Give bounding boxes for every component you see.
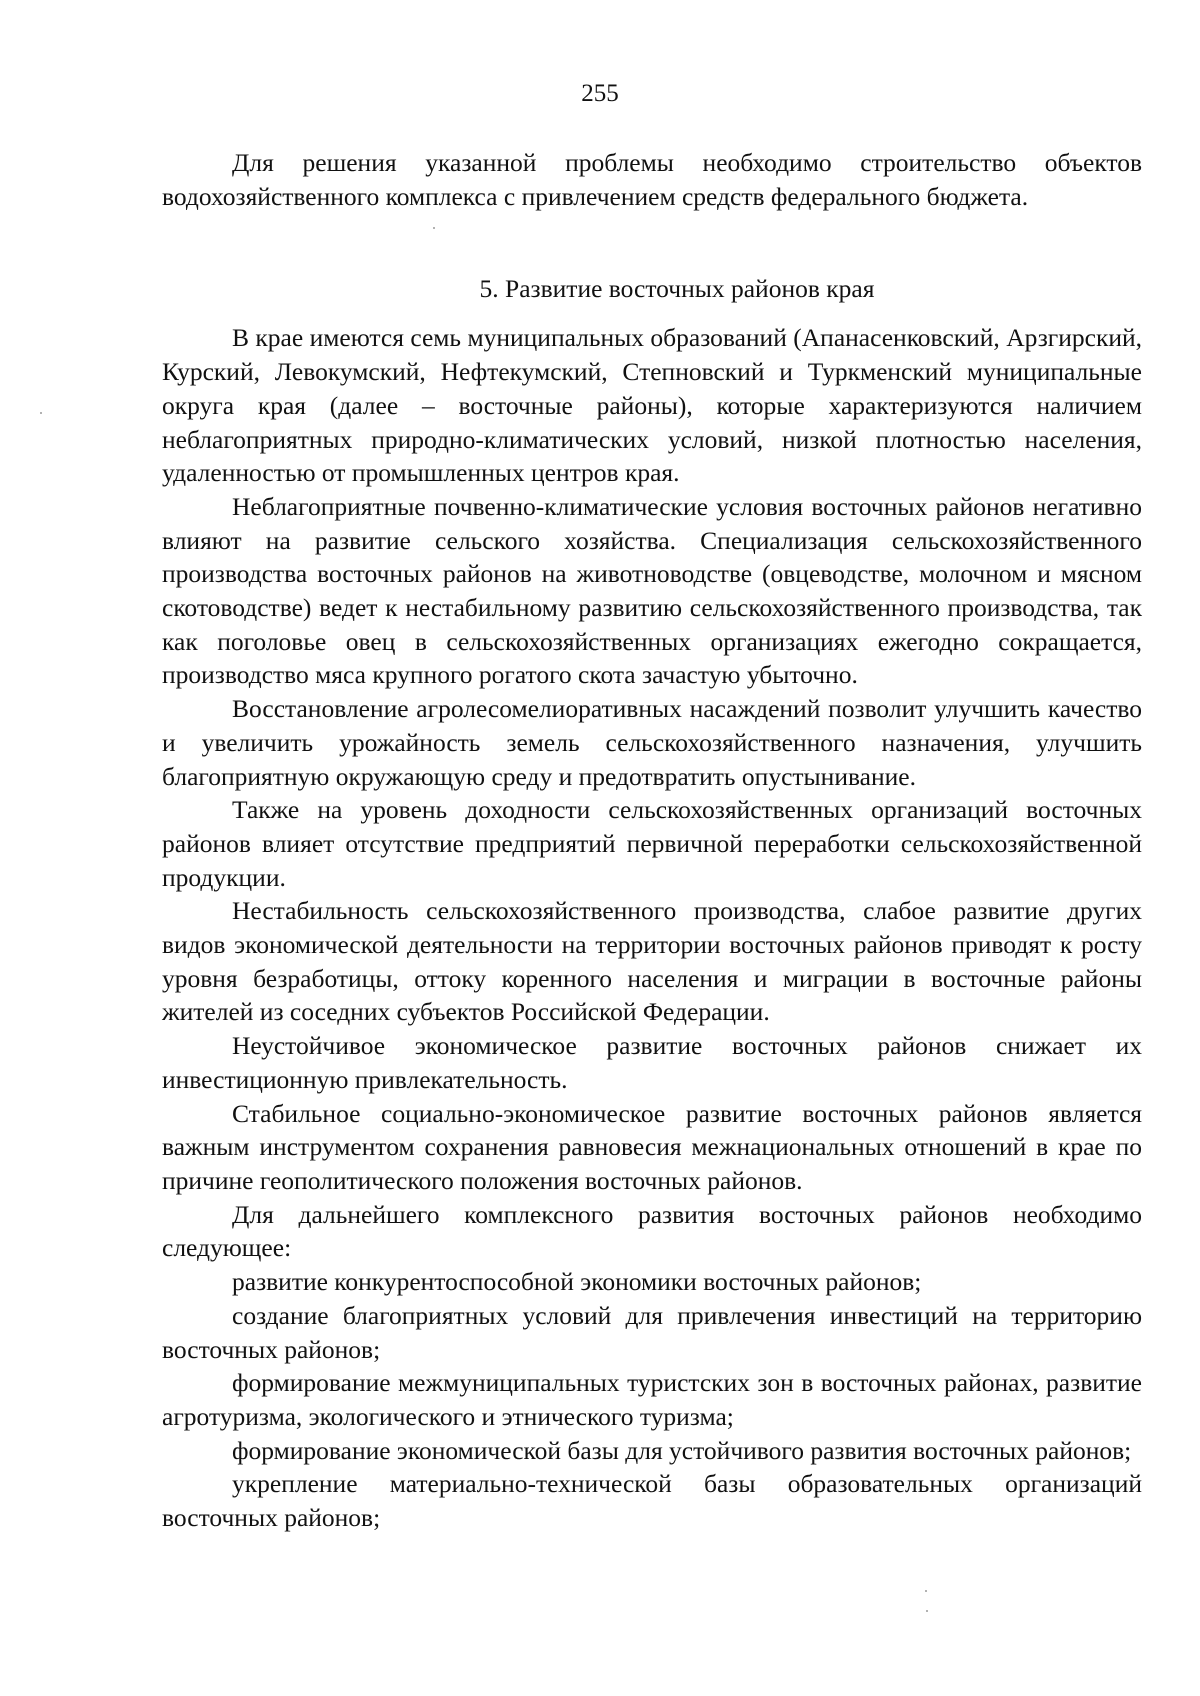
scan-speck	[926, 1610, 928, 1612]
list-item: развитие конкурентоспособной экономики восточных районов;	[232, 1267, 922, 1297]
paragraph-interethnic-balance: Стабильное социально-экономическое развитие восточных районов является важным инструментом сохранения равновесия межнациональных отношений в крае по причине геополитического положения восточных районов.	[162, 1098, 1142, 1195]
section-heading: 5. Развитие восточных районов края	[479, 274, 875, 304]
paragraph-development-needs: Для дальнейшего комплексного развития восточных районов необходимо следующее:	[162, 1199, 1142, 1263]
paragraph-investment-attractiveness: Неустойчивое экономическое развитие восточных районов снижает их инвестиционную привлекательность.	[162, 1031, 1142, 1094]
list-item: формирование межмуниципальных туристских зон в восточных районах, развитие агротуризма, экологического и этнического туризма;	[162, 1368, 1142, 1431]
list-item: создание благоприятных условий для привлечения инвестиций на территорию восточных районов;	[162, 1300, 1142, 1364]
intro-paragraph: Для решения указанной проблемы необходимо строительство объектов водохозяйственного комплекса с привлечением средств федерального бюджета.	[162, 148, 1142, 211]
page-number: 255	[581, 80, 619, 107]
list-item: формирование экономической базы для устойчивого развития восточных районов;	[232, 1435, 1132, 1465]
paragraph-forest-restoration: Восстановление агролесомелиоративных насаждений позволит улучшить качество и увеличить урожайность земель сельскохозяйственного назначения, улучшить благоприятную окружающую среду и предотвратить опустынивание.	[162, 694, 1142, 791]
scan-speck	[40, 412, 42, 414]
paragraph-eastern-districts: В крае имеются семь муниципальных образований (Апанасенковский, Арзгирский, Курский, Левокумский, Нефтекумский, Степновский и Туркменский муниципальные округа края (далее – восточные районы), которые характеризуются наличием неблагоприятных природно-климатических условий, низкой плотностью населения, удаленностью от промышленных центров края.	[162, 323, 1142, 488]
list-item: укрепление материально-технической базы образовательных организаций восточных районов;	[162, 1469, 1142, 1533]
paragraph-unemployment-migration: Нестабильность сельскохозяйственного производства, слабое развитие других видов экономической деятельности на территории восточных районов приводят к росту уровня безработицы, оттоку коренного населения и миграции в восточные районы жителей из соседних субъектов Российской Федерации.	[162, 896, 1142, 1027]
paragraph-processing-enterprises: Также на уровень доходности сельскохозяйственных организаций восточных районов влияет отсутствие предприятий первичной переработки сельскохозяйственной продукции.	[162, 795, 1142, 892]
page-body	[162, 146, 1142, 1535]
scan-speck	[433, 227, 435, 229]
scan-speck	[925, 1590, 927, 1592]
paragraph-agriculture-conditions: Неблагоприятные почвенно-климатические условия восточных районов негативно влияют на развитие сельского хозяйства. Специализация сельскохозяйственного производства восточных районов на животноводстве (овцеводстве, молочном и мясном скотоводстве) ведет к нестабильному развитию сельскохозяйственного производства, так как поголовье овец в сельскохозяйственных организациях ежегодно сокращается, производство мяса крупного рогатого скота зачастую убыточно.	[162, 491, 1142, 690]
